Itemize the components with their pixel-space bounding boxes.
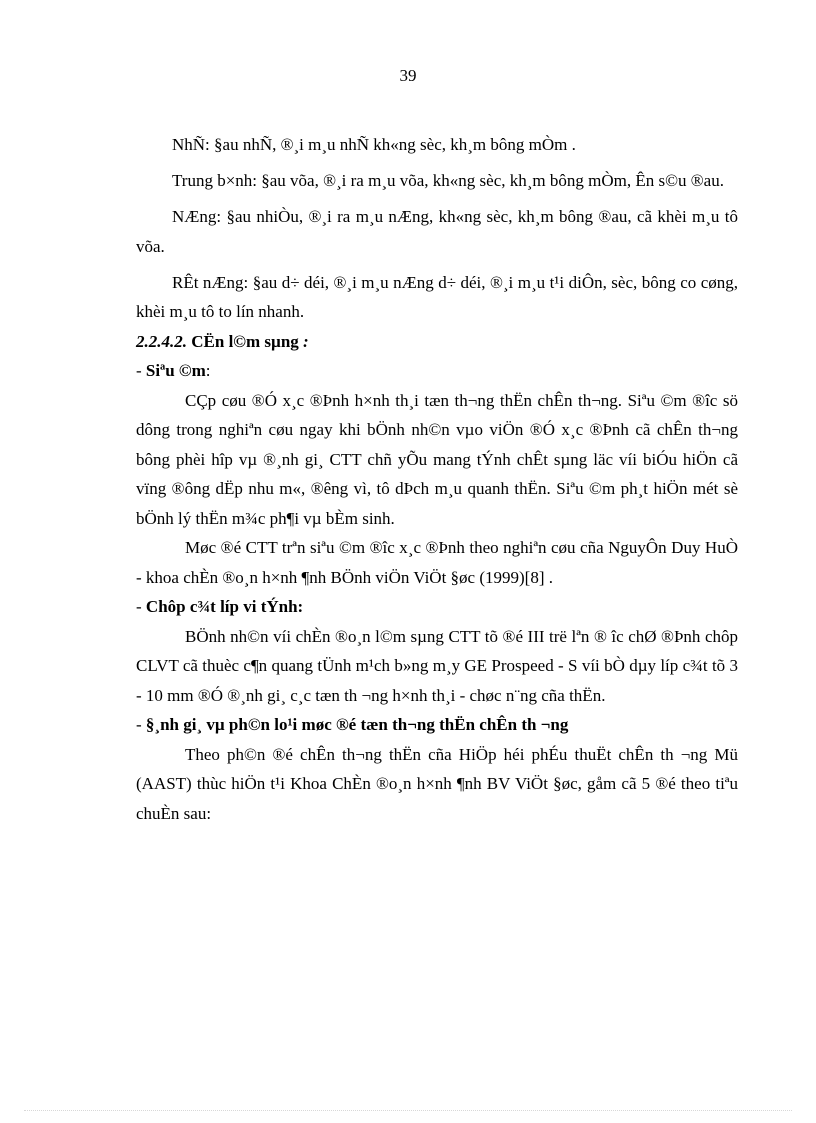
section-colon: : <box>303 331 309 351</box>
ultrasound-heading-text: Siªu ©m <box>145 361 206 380</box>
paragraph-moderate: Trung b×nh: §au võa, ®¸i ra m¸u võa, kh«ng sèc, kh¸m bông mÒm, Ên s©u ®au. <box>172 171 724 190</box>
ct-paragraph-1: BÖnh nh©n víi chÈn ®o¸n l©m sµng CTT tõ ®é III trë lªn ® îc chØ ®Þnh chôp CLVT cã thuèc c¶n quang tÜnh m¹ch b»ng m¸y GE Prospeed - S víi bÒ dµy líp c¾t tõ 3 - 10 mm ®Ó ®¸nh gi¸ c¸c tæn th ¬ng h×nh th¸i - chøc n¨ng cña thËn. <box>136 626 738 705</box>
ultrasound-paragraph-1: CÇp cøu ®Ó x¸c ®Þnh h×nh th¸i tæn th¬ng thËn chÊn th¬ng. Siªu ©m ®îc sö dông trong nghiªn cøu ngay khi bÖnh nh©n vµo viÖn ®Ó x¸c ®Þnh cã chÊn th¬ng bông phèi hîp vµ ®¸nh gi¸ CTT chñ yÕu mang tÝnh chÊt sµng läc víi biÓu hiÖn cã vïng ®ông dËp nhu m«, ®êng vì, tô dÞch m¸u quanh thËn. Siªu ©m ph¸t hiÖn mét sè bÖnh lý thËn m¾c ph¶i vµ bÈm sinh. <box>136 390 738 528</box>
page-number: 39 <box>399 66 417 85</box>
classification-heading-text: §¸nh gi¸ vµ ph©n lo¹i møc ®é tæn th¬ng thËn chÊn th ¬ng <box>145 715 569 734</box>
page-bottom-divider <box>24 1110 792 1111</box>
ultrasound-paragraph-2: Møc ®é CTT trªn siªu ©m ®îc x¸c ®Þnh theo nghiªn cøu cña NguyÔn Duy HuÒ - khoa chÈn ®o¸n h×nh ¶nh BÖnh viÖn ViÖt §øc (1999)[8] . <box>136 538 738 587</box>
section-title: CËn l©m sµng <box>187 331 304 351</box>
classification-dash: - <box>136 715 146 734</box>
section-number: 2.2.4.2. <box>136 331 187 351</box>
paragraph-very-severe: RÊt nÆng: §au d÷ déi, ®¸i m¸u nÆng d÷ déi, ®¸i m¸u t¹i diÔn, sèc, bông co cøng, khèi m¸u tô to lín nhanh. <box>136 272 738 321</box>
section-heading <box>136 327 738 357</box>
ultrasound-colon: : <box>205 361 211 380</box>
classification-heading <box>136 710 738 740</box>
classification-paragraph-1: Theo ph©n ®é chÊn th¬ng thËn cña HiÖp héi phÉu thuËt chÊn th ¬ng Mü (AAST) thùc hiÖn t¹i Khoa ChÈn ®o¸n h×nh ¶nh BV ViÖt §øc, gåm cã 5 ®é theo tiªu chuÈn sau: <box>136 744 738 823</box>
page-body <box>136 130 738 828</box>
ct-heading-text: Chôp c¾t líp vi tÝnh: <box>145 597 304 616</box>
ultrasound-heading <box>136 356 738 386</box>
ultrasound-dash: - <box>136 361 146 380</box>
paragraph-severe: NÆng: §au nhiÒu, ®¸i ra m¸u nÆng, kh«ng sèc, kh¸m bông ®au, cã khèi m¸u tô võa. <box>136 207 738 256</box>
ct-dash: - <box>136 597 146 616</box>
paragraph-mild: NhÑ: §au nhÑ, ®¸i m¸u nhÑ kh«ng sèc, kh¸m bông mÒm . <box>172 135 576 154</box>
ct-heading <box>136 592 738 622</box>
